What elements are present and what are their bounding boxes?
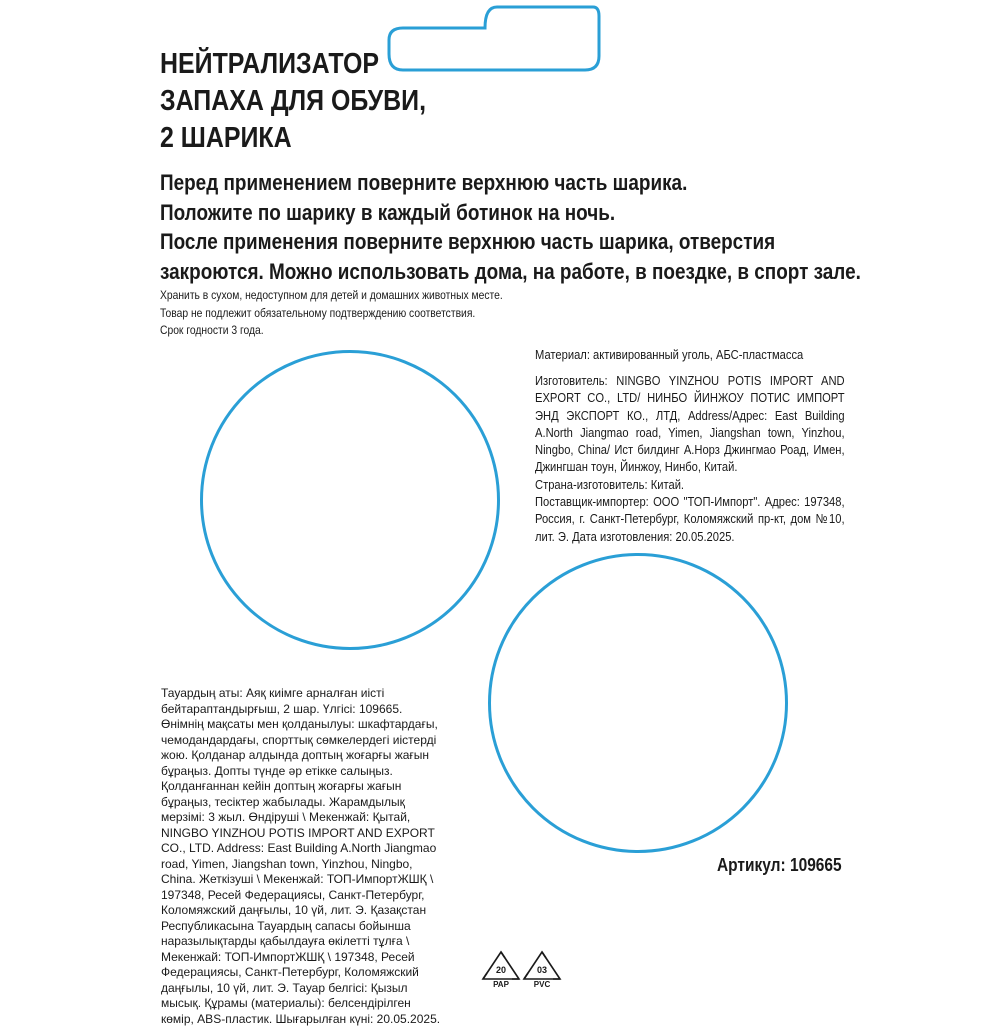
kazakh-line: NINGBO YINZHOU POTIS IMPORT AND EXPORT <box>161 826 491 842</box>
recycle-pvc-label: PVC <box>520 980 564 989</box>
title-line: НЕЙТРАЛИЗАТОР <box>160 46 384 83</box>
kazakh-line: бұраңыз, тесіктер жабылады. Жарамдылық <box>161 795 491 811</box>
recycle-pap-label: PAP <box>479 980 523 989</box>
instruction-line: После применения поверните верхнюю часть шарика, отверстия <box>160 227 848 257</box>
kazakh-line: бұраңыз. Допты түнде әр етікке салыңыз. <box>161 764 491 780</box>
kazakh-line: наразылықтарды қабылдауға өкілетті тұлға \ <box>161 934 491 950</box>
kazakh-line: мерзімі: 3 жыл. Өндіруші \ Мекенжай: Қытай, <box>161 810 491 826</box>
title-line: 2 ШАРИКА <box>160 120 384 157</box>
ball-window-right <box>488 553 788 853</box>
manufacturer-info <box>535 372 845 545</box>
storage-line: Товар не подлежит обязательному подтверждению соответствия. <box>160 305 590 323</box>
material-info: Материал: активированный уголь, АБС-пластмасса <box>535 347 862 364</box>
ball-window-left <box>200 350 500 650</box>
storage-line: Срок годности 3 года. <box>160 322 590 340</box>
kazakh-line: даңғылы, 10 үй, лит. Э. Тауар белгісі: Қызыл <box>161 981 491 997</box>
instruction-line: закроются. Можно использовать дома, на работе, в поездке, в спорт зале. <box>160 257 848 287</box>
kazakh-description <box>161 686 491 1027</box>
kazakh-line: Өнімнің мақсаты мен қолданылуы: шкафтардағы, <box>161 717 491 733</box>
kazakh-line: CO., LTD. Address: East Building A.North Jiangmao <box>161 841 491 857</box>
kazakh-line: Федерациясы, Санкт-Петербург, Коломяжский <box>161 965 491 981</box>
kazakh-line: Мекенжай: ТОП-ИмпортЖШҚ \ 197348, Ресей <box>161 950 491 966</box>
title-line: ЗАПАХА ДЛЯ ОБУВИ, <box>160 83 384 120</box>
recycle-pap-code: 20 <box>496 965 506 975</box>
storage-line: Хранить в сухом, недоступном для детей и домашних животных месте. <box>160 287 590 305</box>
kazakh-line: көмір, ABS-пластик. Шығарылған күні: 20.05.2025. <box>161 1012 491 1027</box>
product-title <box>160 46 384 157</box>
recycle-pvc-code: 03 <box>537 965 547 975</box>
country-text: Страна-изготовитель: Китай. <box>535 476 845 493</box>
kazakh-line: 197348, Ресей Федерациясы, Санкт-Петербург, <box>161 888 491 904</box>
kazakh-line: бейтараптандырғыш, 2 шар. Үлгісі: 109665. <box>161 702 491 718</box>
kazakh-line: чемодандардағы, спорттық сөмкелердегі иістерді <box>161 733 491 749</box>
article-number: Артикул: 109665 <box>717 855 842 876</box>
manufacturer-text: Изготовитель: NINGBO YINZHOU POTIS IMPORT AND EXPORT CO., LTD/ НИНБО ЙИНЖОУ ПОТИС ИМПОРТ ЭНД ЭКСПОРТ КО., ЛТД, Address/Адрес: East Building A.North Jiangmao road, Yimen, Jiangshan town, Yinzhou, Ningbo, China/ Ист билдинг А.Норз Джингмао Роад, Имен, Джингшан тоун, Йинжоу, Нинбо, Китай. <box>535 372 845 476</box>
instruction-line: Перед применением поверните верхнюю часть шарика. <box>160 168 848 198</box>
kazakh-line: Қолданғаннан кейін доптың жоғарғы жағын <box>161 779 491 795</box>
storage-notes <box>160 287 590 340</box>
instruction-line: Положите по шарику в каждый ботинок на ночь. <box>160 198 848 228</box>
recycle-pvc-icon <box>520 950 564 995</box>
kazakh-line: China. Жеткізуші \ Мекенжай: ТОП-ИмпортЖШҚ \ <box>161 872 491 888</box>
usage-instructions <box>160 168 848 286</box>
kazakh-line: road, Yimen, Jiangshan town, Yinzhou, Ningbo, <box>161 857 491 873</box>
kazakh-line: Республикасына Тауардың сапасы бойынша <box>161 919 491 935</box>
kazakh-line: мысық. Құрамы (материалы): белсендірілген <box>161 996 491 1012</box>
supplier-text: Поставщик-импортер: ООО "ТОП-Импорт". Адрес: 197348, Россия, г. Санкт-Петербург, Коломяжский пр-кт, дом №10, лит. Э. Дата изготовления: 20.05.2025. <box>535 493 845 545</box>
hang-tab-outline <box>385 4 603 74</box>
recycle-pap-icon <box>479 950 523 995</box>
kazakh-line: Коломяжский даңғылы, 10 үй, лит. Э. Қазақстан <box>161 903 491 919</box>
kazakh-line: Тауардың аты: Аяқ киімге арналған иісті <box>161 686 491 702</box>
kazakh-line: жою. Қолданар алдында доптың жоғарғы жағын <box>161 748 491 764</box>
